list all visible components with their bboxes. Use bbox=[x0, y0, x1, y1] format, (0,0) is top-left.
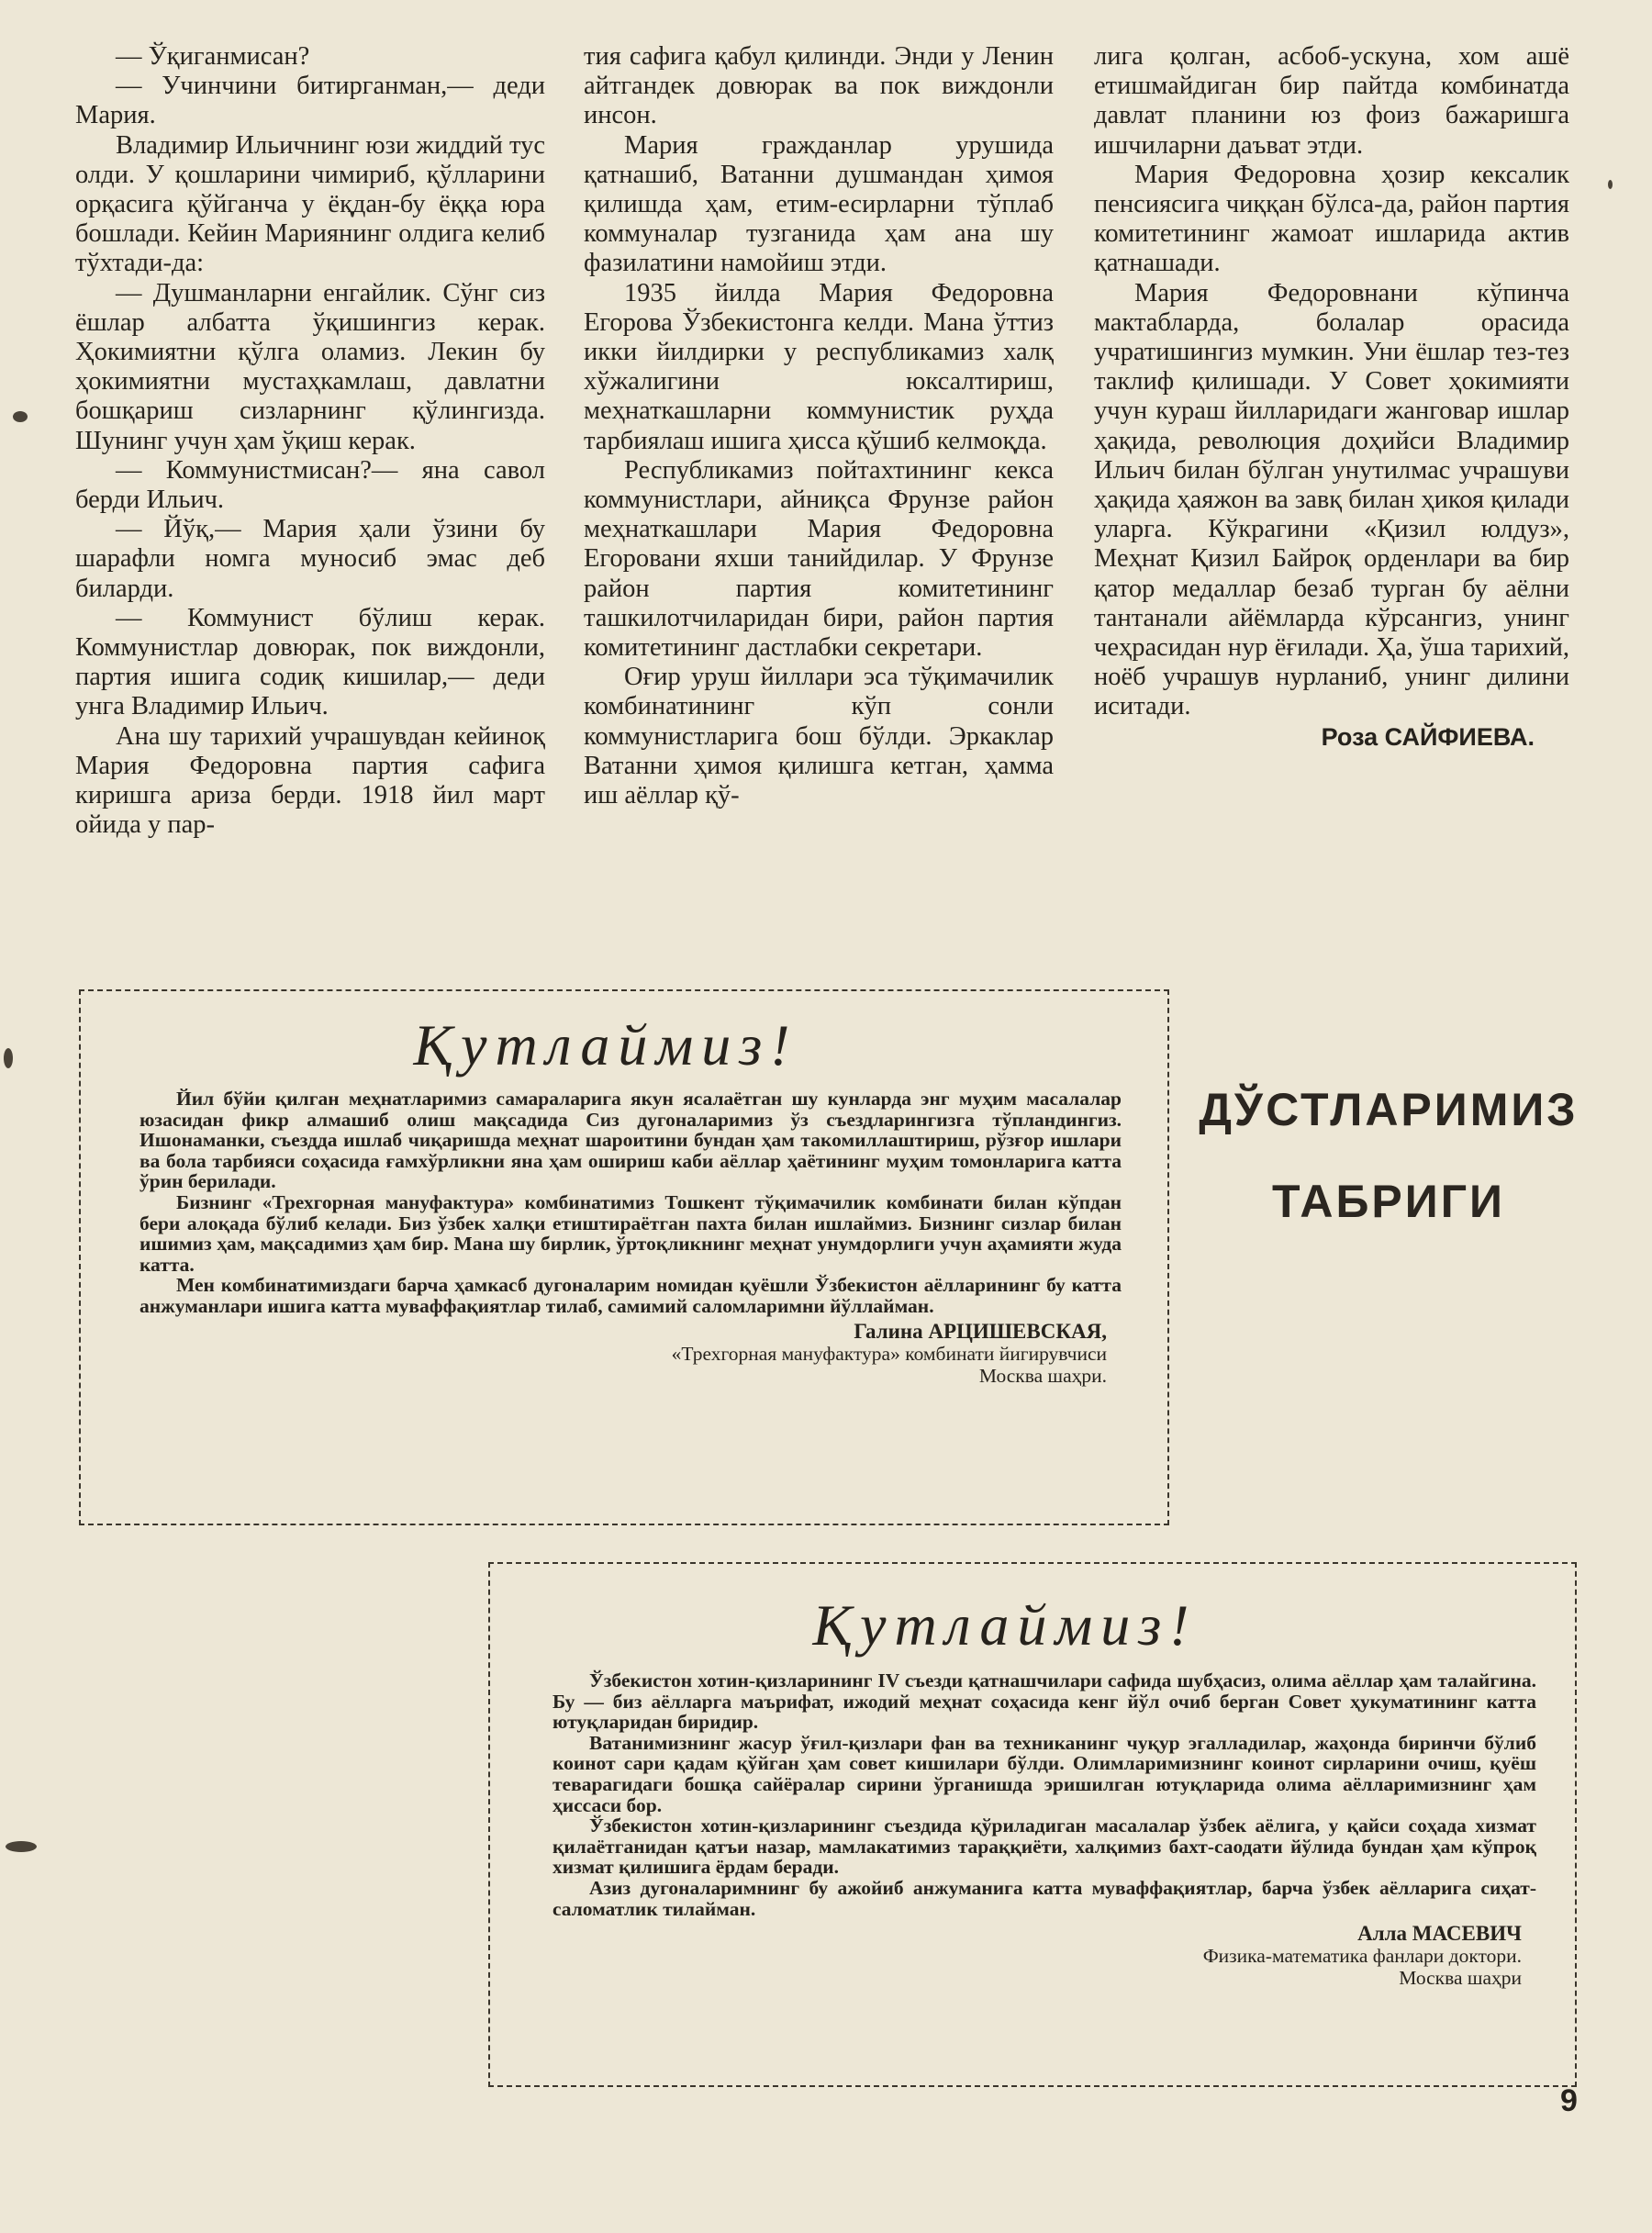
article-paragraph: — Йўқ,— Мария ҳали ўзини бу шарафли номга муносиб эмас деб биларди. bbox=[75, 515, 545, 603]
greeting-signature bbox=[490, 1923, 1522, 1989]
greeting-paragraph: Бизнинг «Трехгорная мануфактура» комбинатимиз Тошкент тўқимачилик комбинати билан кўпдан бери алоқада бўлиб келади. Биз ўзбек халқи етиштираётган пахта билан ишлаймиз. Бизнинг сизлар билан ишимиз ҳам, мақсадимиз ҳам бир. Мана шу бирлик, ўртоқликнинг меҳнат унумдорлиги учун аҳамияти жуда катта. bbox=[140, 1190, 1122, 1276]
greeting-box-1 bbox=[79, 989, 1169, 1525]
article-paragraph: Мария Федоровна ҳозир кексалик пенсиясига чиққан бўлса-да, район партия комитетининг жамоат ишларида актив қатнашади. bbox=[1094, 160, 1569, 278]
article-column-1 bbox=[75, 42, 545, 840]
greeting-paragraph: Азиз дугоналаримнинг бу ажойиб анжуманига катта муваффақиятлар, барча ўзбек аёлларига сиҳат-саломатлик тилайман. bbox=[553, 1876, 1536, 1920]
article-paragraph-continued: лига қолган, асбоб-ускуна, хом ашё етишмайдиган бир пайтда комбинатда давлат планини юз фоиз бажаришга ишчиларни даъват этди. bbox=[1094, 42, 1569, 160]
signature-position: «Трехгорная мануфактура» комбинати йигирувчиси bbox=[671, 1342, 1107, 1365]
greeting-title: Қутлаймиз! bbox=[812, 1592, 1198, 1658]
signature-position: Физика-математика фанлари доктори. bbox=[1202, 1945, 1522, 1968]
greeting-title: Қутлаймиз! bbox=[413, 1012, 798, 1077]
signature-name: Галина АРЦИШЕВСКАЯ, bbox=[854, 1319, 1107, 1343]
signature-city: Москва шаҳри bbox=[1399, 1967, 1522, 1990]
print-smudge bbox=[4, 1048, 13, 1068]
article-author: Роза САЙФИЕВА. bbox=[1321, 722, 1535, 751]
greeting-paragraph: Ўзбекистон хотин-қизларининг съездида қўриладиган масалалар ўзбек аёлига, у қайси соҳада хизмат қилаётганидан қатъи назар, мамлакатимиз тараққиёти, халқимиз бахт-саодати йўлида бундан ҳам кўпроқ хизмат қилишига ёрдам беради. bbox=[553, 1814, 1536, 1879]
article-paragraph: — Учинчини битирганман,— деди Мария. bbox=[75, 72, 545, 130]
article-column-3 bbox=[1094, 42, 1569, 752]
section-headline-line2: ТАБРИГИ bbox=[1271, 1176, 1505, 1227]
article-paragraph: — Ўқиганмисан? bbox=[116, 42, 310, 71]
greeting-signature bbox=[81, 1321, 1107, 1387]
greeting-body bbox=[553, 1670, 1536, 1919]
greeting-paragraph: Ватанимизнинг жасур ўғил-қизлари фан ва техниканинг чуқур эгалладилар, жаҳонда биринчи бўлиб коинот сари қадам қўйган ҳам совет кишилари бўлди. Олимларимизнинг коинот сирларини очиш, қуёш теварагидаги бошқа сайёралар сирини ўрганишда эришилган ютуқларида олима аёлларимизнинг ҳам ҳиссаси бор. bbox=[553, 1731, 1536, 1816]
article-paragraph: — Коммунист бўлиш керак. Коммунистлар довюрак, пок виждонли, партия ишига содиқ кишилар,— деди унга Владимир Ильич. bbox=[75, 603, 545, 721]
greeting-box-2 bbox=[488, 1562, 1577, 2087]
article-paragraph: — Коммунистмисан?— яна савол берди Ильич. bbox=[75, 455, 545, 515]
signature-city: Москва шаҳри. bbox=[978, 1364, 1107, 1387]
greeting-paragraph: Ўзбекистон хотин-қизларининг IV съезди қатнашчилари сафида шубҳасиз, олима аёллар ҳам талайгина. Бу — биз аёлларга маърифат, ижодий меҳнат соҳасида кенг йўл очиб берган Совет ҳукуматининг катта ютуқларидан биридир. bbox=[553, 1669, 1536, 1734]
print-smudge bbox=[13, 411, 28, 422]
article-paragraph: — Душманларни енгайлик. Сўнг сиз ёшлар албатта ўқишингиз керак. Ҳокимиятни қўлга оламиз. Лекин бу ҳокимиятни мустаҳкамлаш, давлатни бошқариш сизларнинг қўлингизда. Шунинг учун ҳам ўқиш керак. bbox=[75, 278, 545, 455]
article-paragraph: 1935 йилда Мария Федоровна Егорова Ўзбекистонга келди. Мана ўттиз икки йилдирки у республикамиз халқ хўжалигини юксалтириш, меҳнаткашларни коммунистик руҳда тарбиялаш ишига ҳисса қўшиб келмоқда. bbox=[584, 278, 1054, 455]
greeting-paragraph: Йил бўйи қилган меҳнатларимиз самараларига якун ясалаётган шу кунларда энг муҳим масалалар юзасидан фикр алмашиб олиш мақсадида Сиз дугоналаримиз ўз съездларингизга тўпландингиз. Ишонаманки, съездда ишлаб чиқаришда меҳнат шароитини бундан ҳам такомиллаштириш, рўзғор ишлари ва бола тарбияси соҳасида ғамхўрликни яна ҳам ошириш каби аёллар ҳаётининг муҳим томонларига катта ўрин берилади. bbox=[140, 1088, 1122, 1193]
article-paragraph: Мария гражданлар урушида қатнашиб, Ватанни душмандан ҳимоя қилишда ҳам, етим-есирларни тўплаб коммуналар тузганида ҳам ана шу фазилатини намойиш этди. bbox=[584, 130, 1054, 278]
article-column-2 bbox=[584, 42, 1054, 810]
article-paragraph: Ана шу тарихий учрашувдан кейиноқ Мария Федоровна партия сафига киришга ариза берди. 1918 йил март ойида у пар- bbox=[75, 721, 545, 840]
print-smudge bbox=[1608, 180, 1613, 189]
section-headline-line1: ДЎСТЛАРИМИЗ bbox=[1199, 1084, 1579, 1135]
greeting-paragraph: Мен комбинатимиздаги барча ҳамкасб дугоналарим номидан қуёшли Ўзбекистон аёлларининг бу катта анжуманлари ишига катта муваффақиятлар тилаб, самимий саломларимни йўллайман. bbox=[140, 1274, 1122, 1317]
article-paragraph: Владимир Ильичнинг юзи жиддий тус олди. У қошларини чимириб, қўлларини орқасига қўйганча у ёқдан-бу ёққа юра бошлади. Кейин Мариянинг олдига келиб тўхтади-да: bbox=[75, 130, 545, 278]
print-smudge bbox=[6, 1841, 37, 1852]
article-paragraph-continued: тия сафига қабул қилинди. Энди у Ленин айтгандек довюрак ва пок виждонли инсон. bbox=[584, 42, 1054, 130]
article-paragraph: Мария Федоровнани кўпинча мактабларда, болалар орасида учратишингиз мумкин. Уни ёшлар тез-тез таклиф қилишади. У Совет ҳокимияти учун кураш йилларидаги жанговар ишлар ҳақида, революция доҳийси Владимир Ильич билан бўлган унутилмас учрашуви ҳақида ҳаяжон ва завқ билан ҳикоя қилади уларга. Кўкрагини «Қизил юлдуз», Меҳнат Қизил Байроқ орденлари ва бир қатор медаллар безаб турган бу аёлни тантанали айёмларда кўрсангиз, унинг чеҳрасидан нур ёғилади. Ҳа, ўша тарихий, ноёб учрашув нурланиб, унинг дилини иситади. bbox=[1094, 278, 1569, 721]
article-paragraph: Оғир уруш йиллари эса тўқимачилик комбинатининг кўп сонли коммунистларига бош бўлди. Эркаклар Ватанни ҳимоя қилишга кетган, ҳамма иш аёллар қў- bbox=[584, 663, 1054, 810]
greeting-body bbox=[140, 1089, 1122, 1317]
page-number: 9 bbox=[1560, 2083, 1578, 2118]
signature-name: Алла МАСЕВИЧ bbox=[1357, 1922, 1522, 1946]
article-paragraph: Республикамиз пойтахтининг кекса коммунистлари, айниқса Фрунзе район меҳнаткашлари Мария Федоровна Егоровани яхши танийдилар. У Фрунзе район партия комитетининг ташкилотчиларидан бири, район партия комитетининг дастлабки секретари. bbox=[584, 455, 1054, 663]
